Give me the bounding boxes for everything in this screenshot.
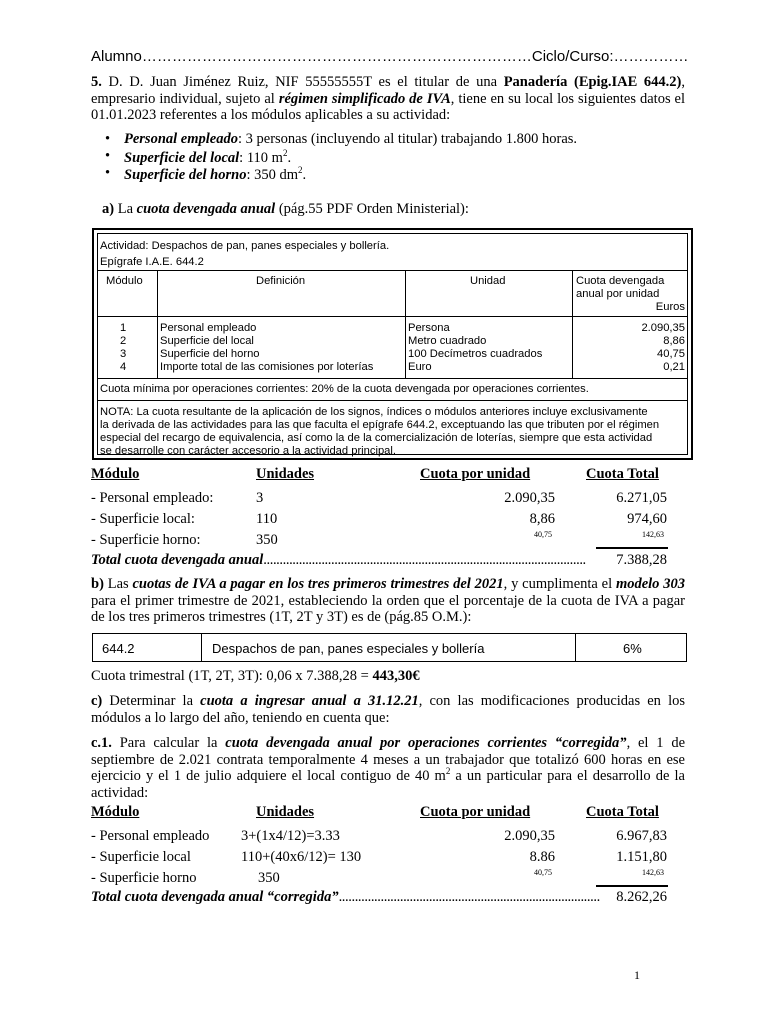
part-c-text-2: , con las modificaciones producidas en los módulos a lo largo del año, teniendo en cuenta que: xyxy=(91,693,685,726)
bullet-label: Superficie del local xyxy=(124,149,240,166)
table-rule xyxy=(98,378,687,379)
quarterly-quota-line xyxy=(91,668,420,685)
intro-text-2: , empresario individual, sujeto al xyxy=(91,74,686,107)
part-c1-text xyxy=(91,735,685,801)
row-cuota: 8.86 xyxy=(529,849,555,865)
module-number: 1 xyxy=(120,322,127,334)
bullet-sup: 2 xyxy=(298,165,303,175)
row-unidades: 350 xyxy=(258,870,280,886)
module-cuota: 40,75 xyxy=(657,348,685,360)
part-a-emph: cuota devengada anual xyxy=(136,201,276,217)
bullet-end: . xyxy=(302,166,307,183)
part-a-heading xyxy=(102,201,469,218)
quarterly-text: Cuota trimestral (1T, 2T, 3T): 0,06 x 7.388,28 = xyxy=(91,668,373,684)
part-b-text xyxy=(91,576,685,626)
row-modulo: - Superficie horno: xyxy=(91,532,201,548)
row-unidades: 3 xyxy=(256,490,264,506)
bullet-sup: 2 xyxy=(282,148,288,158)
box-code: 644.2 xyxy=(102,641,135,656)
sum-rule xyxy=(596,885,668,887)
total-label: Total cuota devengada anual “corregida” xyxy=(91,889,339,905)
header-cuota-2: anual por unidad xyxy=(576,288,660,300)
ciclo-label: Ciclo/Curso: xyxy=(531,48,614,65)
part-c-text-1: Determinar la xyxy=(102,693,201,709)
module-number: 3 xyxy=(120,348,127,360)
part-c1-text-2: , el 1 de septiembre de 2.021 contrata temporalmente 4 meses a un trabajador que totalizó 600 horas en ese ejercicio y el 1 de julio adquiere el local contiguo de 40 m xyxy=(91,735,686,784)
row-cuota: 40,75 xyxy=(534,868,552,877)
row-total: 142,63 xyxy=(642,530,664,539)
bullet-text: : 3 personas (incluyendo al titular) trabajando 1.800 horas. xyxy=(237,131,578,147)
part-c1-sup: 2 xyxy=(445,766,451,777)
alumno-label: Alumno xyxy=(91,48,142,65)
header-cuota-total: Cuota Total xyxy=(586,466,659,482)
row-unidades: 110 xyxy=(256,511,278,527)
page-number: 1 xyxy=(634,968,640,982)
header-modulo: Módulo xyxy=(91,804,140,820)
row-modulo: - Superficie local xyxy=(91,849,191,865)
total-dots: .................................................................................................... xyxy=(263,552,586,568)
part-c1-letter: c.1. xyxy=(91,735,112,751)
module-definition: Superficie del horno xyxy=(160,348,260,360)
epigraph-percentage-box xyxy=(92,633,687,662)
part-b-emph-2: modelo 303 xyxy=(615,576,685,592)
row-modulo: - Personal empleado xyxy=(91,828,210,844)
row-modulo: - Superficie local: xyxy=(91,511,195,527)
total-dots: ................................................................................. xyxy=(338,889,600,905)
col-rule xyxy=(405,270,406,378)
col-rule xyxy=(157,270,158,378)
part-b-text-3: para el primer trimestre de 2021, estableciendo la orden que el porcentaje de la cuota de IVA a pagar de los tres primeros trimestres (1T, 2T y 3T) es de (pág.85 O.M.): xyxy=(91,592,685,625)
module-unit: Persona xyxy=(408,322,450,334)
official-module-table xyxy=(92,228,693,460)
business-name: Panadería (Epig.IAE 644.2) xyxy=(503,74,682,90)
module-cuota: 0,21 xyxy=(663,361,685,373)
part-c1-text-3: a un particular para el desarrollo de la actividad: xyxy=(91,768,685,801)
header-definicion: Definición xyxy=(256,275,306,287)
bullet-label: Personal empleado xyxy=(124,131,238,147)
part-c-letter: c) xyxy=(91,693,103,709)
regime-name: régimen simplificado de IVA xyxy=(278,90,451,107)
bullet-local xyxy=(124,148,291,167)
bullet-text: : 350 dm xyxy=(246,166,299,183)
total-label: Total cuota devengada anual xyxy=(91,552,264,568)
bullet-label: Superficie del horno xyxy=(124,166,247,183)
box-description: Despachos de pan, panes especiales y bollería xyxy=(212,641,485,656)
row-total: 6.967,83 xyxy=(616,828,667,844)
official-table-frame xyxy=(97,233,688,455)
header-unidades: Unidades xyxy=(256,804,315,820)
total-row xyxy=(91,552,586,569)
note-line: especial del recargo de equivalencia, así como la de la comercialización de loterías, siempre que esta actividad xyxy=(100,432,653,444)
row-modulo: - Superficie horno xyxy=(91,870,197,886)
exercise-number: 5. xyxy=(91,74,102,90)
header-cuota-total: Cuota Total xyxy=(586,804,659,820)
module-number: 2 xyxy=(120,335,127,347)
sum-rule xyxy=(596,547,668,549)
ciclo-blank: …………… xyxy=(613,48,689,65)
bullet-end: . xyxy=(287,149,292,166)
module-unit: Euro xyxy=(408,361,432,373)
header-modulo: Módulo xyxy=(106,275,143,287)
table-rule xyxy=(98,316,687,317)
row-cuota: 2.090,35 xyxy=(504,828,555,844)
note-line: NOTA: La cuota resultante de la aplicación de los signos, índices o módulos anteriores incluye exclusivamente xyxy=(100,406,648,418)
note-line: se desarrolle con carácter accesorio a la actividad principal. xyxy=(100,445,396,457)
row-total: 1.151,80 xyxy=(616,849,667,865)
row-cuota: 2.090,35 xyxy=(504,490,555,506)
box-rule xyxy=(201,634,202,661)
exercise-5-intro xyxy=(91,74,685,124)
module-cuota: 8,86 xyxy=(663,335,685,347)
module-cuota: 2.090,35 xyxy=(641,322,685,334)
module-definition: Importe total de las comisiones por loterías xyxy=(160,361,374,373)
total-value: 7.388,28 xyxy=(616,552,667,568)
quarterly-value: 443,30€ xyxy=(372,668,420,684)
box-percentage: 6% xyxy=(623,641,642,656)
row-total: 974,60 xyxy=(627,511,667,527)
header-unidad: Unidad xyxy=(470,275,506,287)
alumno-blank: …………………………………………………………………… xyxy=(141,48,532,65)
header-unidades: Unidades xyxy=(256,466,315,482)
row-modulo: - Personal empleado: xyxy=(91,490,214,506)
row-unidades: 3+(1x4/12)=3.33 xyxy=(241,828,340,844)
header-cuota-1: Cuota devengada xyxy=(576,275,665,287)
part-c-emph: cuota a ingresar anual a 31.12.21 xyxy=(200,693,419,709)
student-header xyxy=(91,48,689,65)
row-unidades: 350 xyxy=(256,532,278,548)
bullet-personal xyxy=(124,131,577,148)
module-unit: 100 Decímetros cuadrados xyxy=(408,348,543,360)
header-cuota-3: Euros xyxy=(655,301,685,313)
bullet-text: : 110 m xyxy=(239,149,283,166)
row-total: 6.271,05 xyxy=(616,490,667,506)
minimum-quota-text: Cuota mínima por operaciones corrientes: 20% de la cuota devengada por operaciones corrientes. xyxy=(100,383,589,395)
note-line: la derivada de las actividades para las que faculta el epígrafe 644.2, exceptuando las que tributen por el régimen xyxy=(100,419,660,431)
intro-text-3: , tiene en su local los siguientes datos el 01.01.2023 referentes a los módulos aplicables a su actividad: xyxy=(91,90,686,123)
header-cuota-unidad: Cuota por unidad xyxy=(420,804,531,820)
part-c1-text-1: Para calcular la xyxy=(111,735,226,751)
row-cuota: 40,75 xyxy=(534,530,552,539)
intro-text-1: D. D. Juan Jiménez Ruiz, NIF 55555555T es el titular de una xyxy=(101,74,504,90)
box-rule xyxy=(575,634,576,661)
activity-line: Actividad: Despachos de pan, panes especiales y bollería. xyxy=(100,240,390,252)
bullet-horno xyxy=(124,165,306,184)
header-modulo: Módulo xyxy=(91,466,140,482)
module-definition: Personal empleado xyxy=(160,322,257,334)
part-b-text-1: Las xyxy=(103,576,133,592)
epigraph-line: Epígrafe I.A.E. 644.2 xyxy=(100,256,204,268)
total-value: 8.262,26 xyxy=(616,889,667,905)
col-rule xyxy=(572,270,573,378)
table-rule xyxy=(98,400,687,401)
part-a-letter: a) xyxy=(102,201,115,217)
part-b-text-2: , y cumplimenta el xyxy=(503,576,616,592)
part-c-text xyxy=(91,693,685,726)
part-b-letter: b) xyxy=(91,576,104,592)
module-unit: Metro cuadrado xyxy=(408,335,487,347)
row-cuota: 8,86 xyxy=(529,511,555,527)
part-a-text-1: La xyxy=(114,201,137,217)
module-number: 4 xyxy=(120,361,127,373)
module-definition: Superficie del local xyxy=(160,335,254,347)
header-cuota-unidad: Cuota por unidad xyxy=(420,466,531,482)
row-total: 142,63 xyxy=(642,868,664,877)
part-c1-emph: cuota devengada anual por operaciones corrientes “corregida” xyxy=(225,735,627,751)
row-unidades: 110+(40x6/12)= 130 xyxy=(241,849,362,865)
part-b-emph-1: cuotas de IVA a pagar en los tres primeros trimestres del 2021 xyxy=(132,576,504,592)
total-row xyxy=(91,889,600,906)
table-rule xyxy=(98,270,687,271)
part-a-text-2: (pág.55 PDF Orden Ministerial): xyxy=(275,201,469,217)
